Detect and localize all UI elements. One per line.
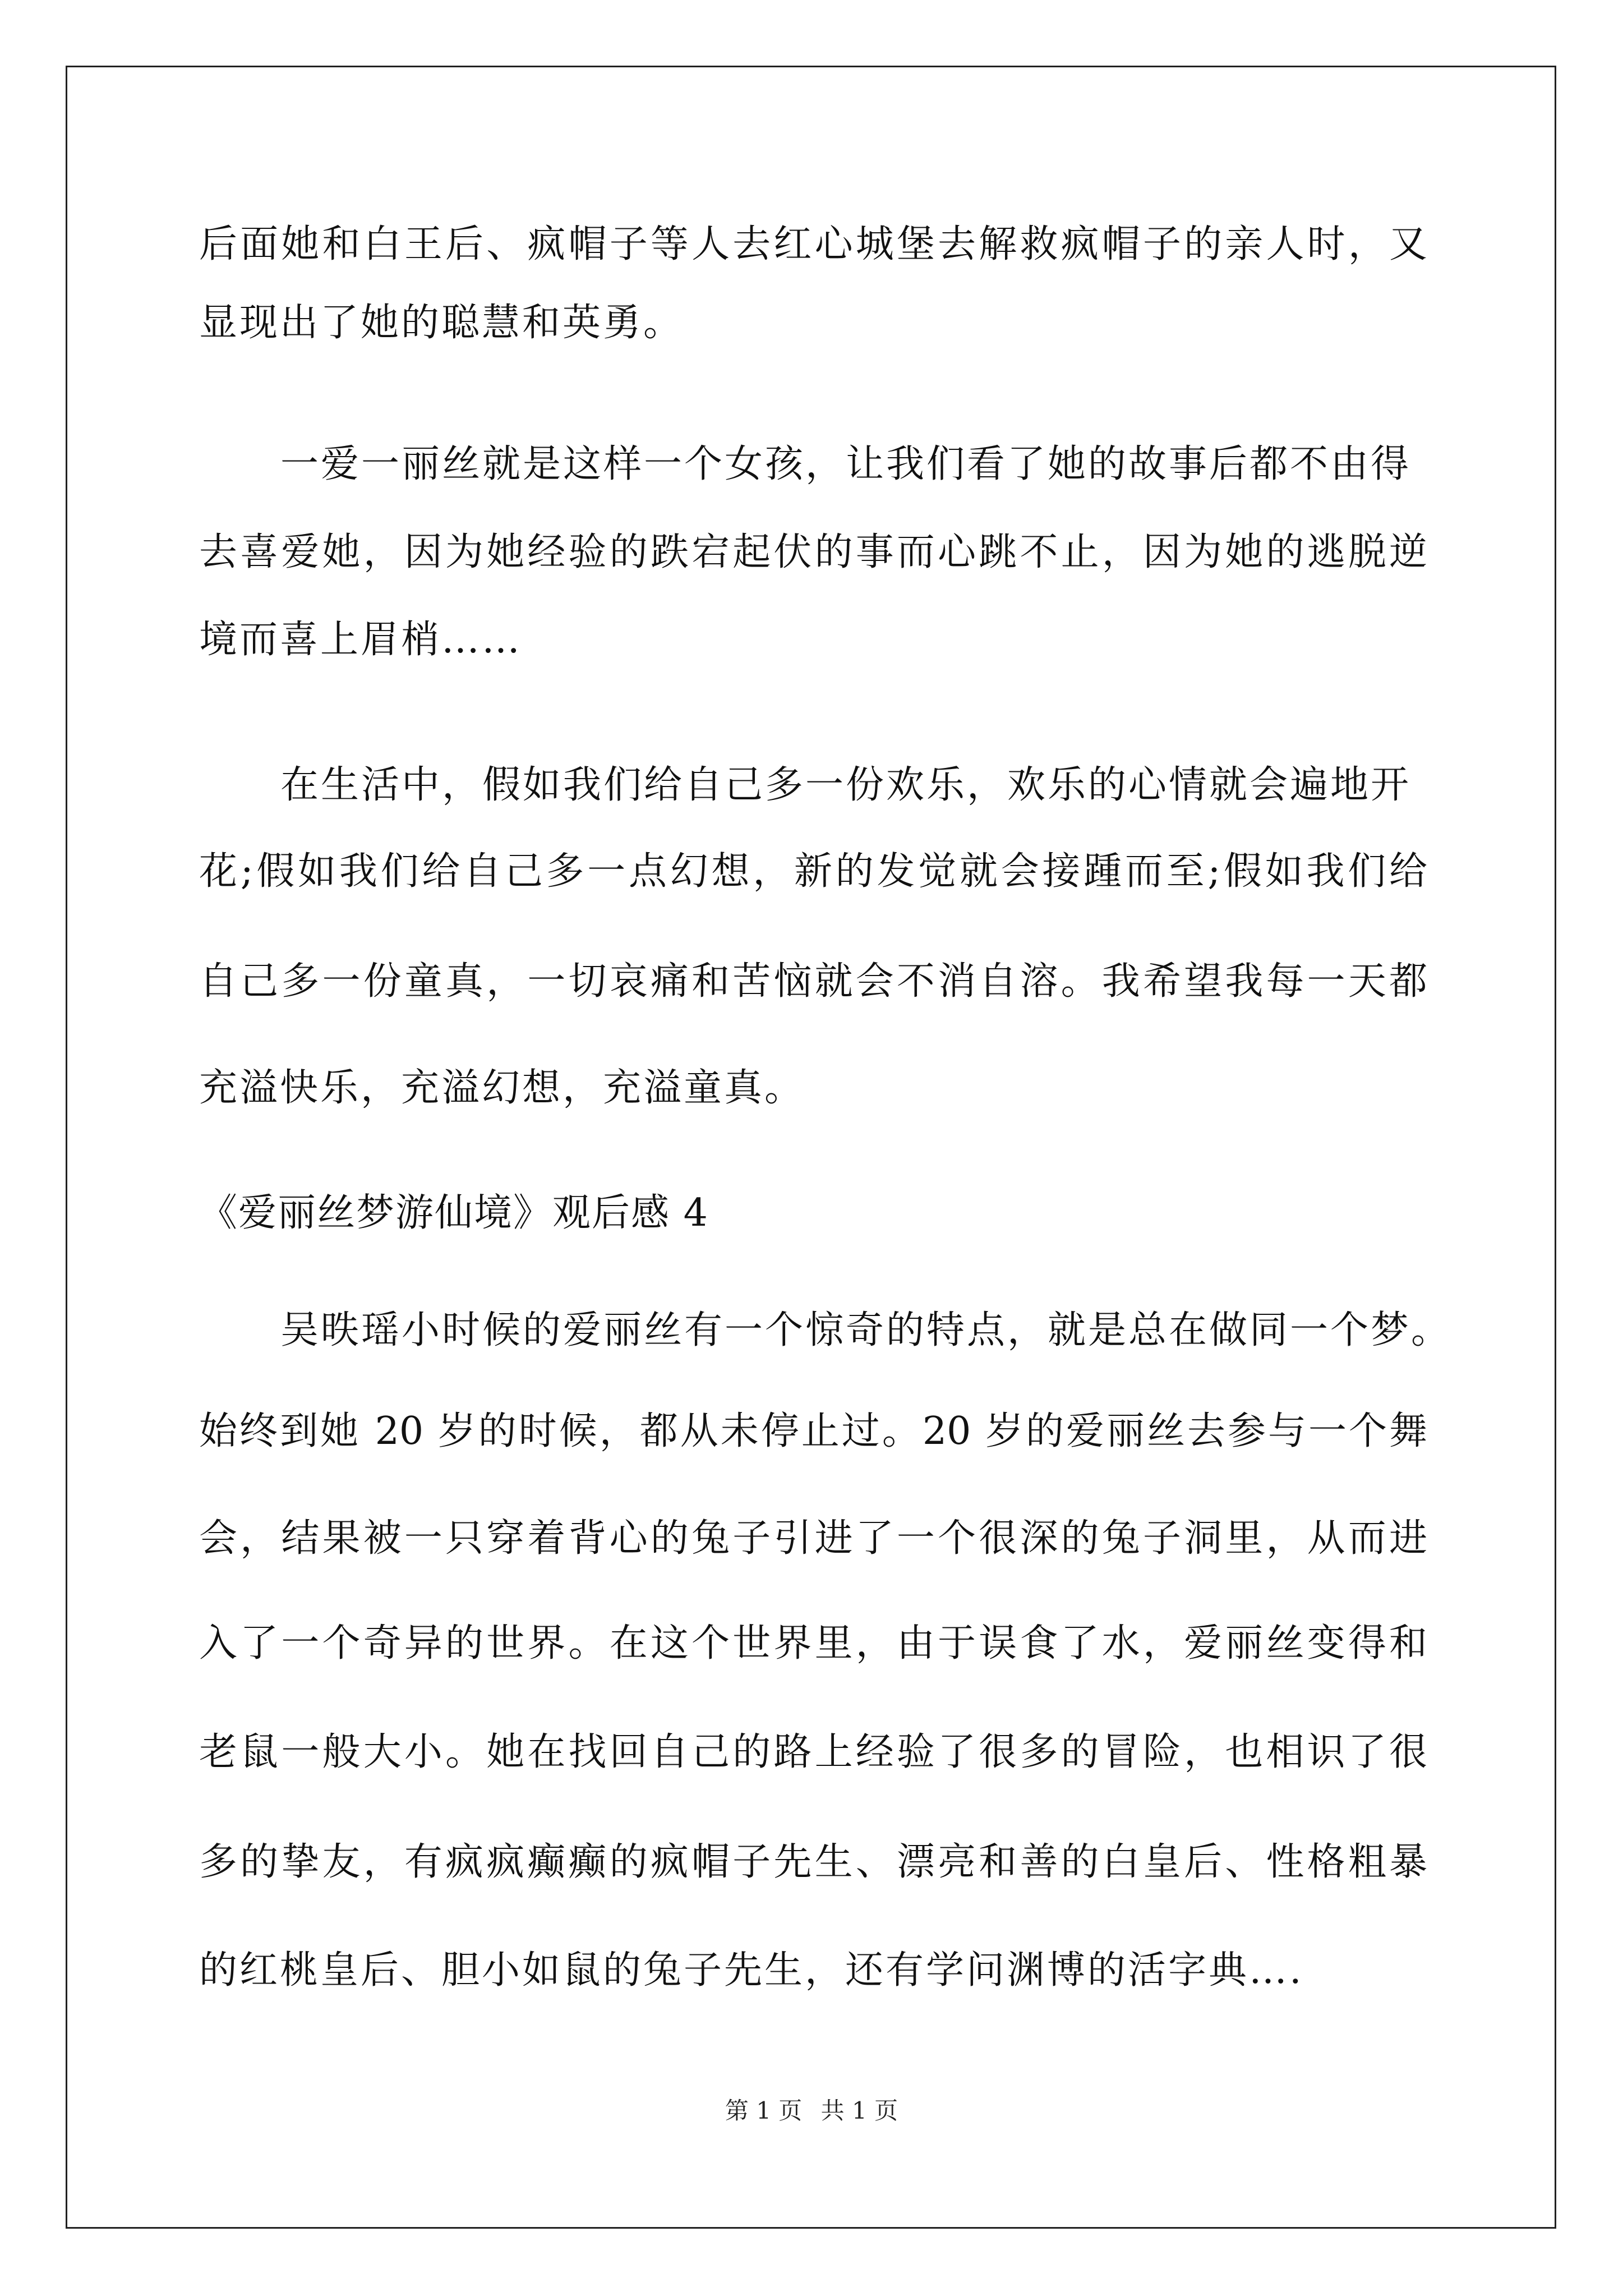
text-line: 充溢快乐，充溢幻想，充溢童真。 bbox=[199, 1066, 805, 1110]
section-heading: 《爱丽丝梦游仙境》观后感 4 bbox=[199, 1191, 709, 1235]
text-line: 入了一个奇异的世界。在这个世界里，由于误食了水，爱丽丝变得和 bbox=[199, 1621, 1427, 1665]
paragraph-first-line: 吴昳瑶小时候的爱丽丝有一个惊奇的特点，就是总在做同一个梦。 bbox=[280, 1308, 1452, 1352]
page-footer bbox=[0, 2095, 1623, 2127]
text-line: 境而喜上眉梢…… bbox=[199, 618, 523, 662]
paragraph-first-line: 在生活中，假如我们给自己多一份欢乐，欢乐的心情就会遍地开 bbox=[280, 763, 1412, 807]
text-line: 后面她和白王后、疯帽子等人去红心城堡去解救疯帽子的亲人时，又 bbox=[199, 222, 1427, 266]
text-line: 自己多一份童真，一切哀痛和苦恼就会不消自溶。我希望我每一天都 bbox=[199, 959, 1427, 1004]
text-line: 会，结果被一只穿着背心的兔子引进了一个很深的兔子洞里，从而进 bbox=[199, 1516, 1427, 1561]
text-line: 始终到她 20 岁的时候，都从未停止过。20 岁的爱丽丝去参与一个舞 bbox=[199, 1409, 1427, 1453]
text-line: 显现出了她的聪慧和英勇。 bbox=[199, 301, 684, 345]
text-line: 的红桃皇后、胆小如鼠的兔子先生，还有学问渊博的活字典…. bbox=[199, 1948, 1304, 1993]
text-line: 老鼠一般大小。她在找回自己的路上经验了很多的冒险，也相识了很 bbox=[199, 1730, 1427, 1774]
paragraph-first-line: 一爱一丽丝就是这样一个女孩，让我们看了她的故事后都不由得 bbox=[280, 442, 1412, 486]
page-number: 第 1 页 bbox=[725, 2097, 803, 2124]
text-line: 花;假如我们给自己多一点幻想，新的发觉就会接踵而至;假如我们给 bbox=[199, 849, 1427, 894]
text-line: 多的挚友，有疯疯癫癫的疯帽子先生、漂亮和善的白皇后、性格粗暴 bbox=[199, 1840, 1427, 1884]
text-line: 去喜爱她，因为她经验的跌宕起伏的事而心跳不止，因为她的逃脱逆 bbox=[199, 530, 1427, 574]
page-total: 共 1 页 bbox=[820, 2097, 898, 2124]
page-border bbox=[66, 66, 1556, 2229]
